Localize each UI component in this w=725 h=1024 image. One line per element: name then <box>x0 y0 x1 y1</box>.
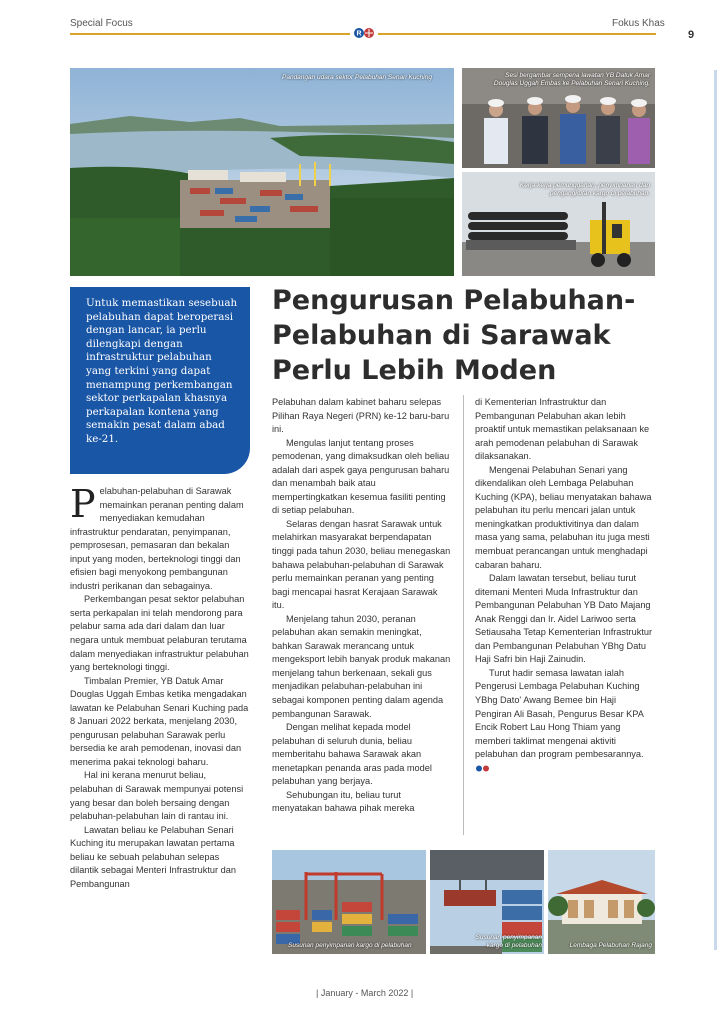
forklift-photo-caption: Kerja-kerja pemunggahan, penyimpanan dan pengangkutan kargo di pelabuhan. <box>519 182 650 197</box>
article-column-2 <box>272 396 452 816</box>
paragraph: Mengenai Pelabuhan Senari yang dikendalikan oleh Lembaga Pelabuhan Kuching (KPA), beliau menyatakan bahawa pelabuhan itu perlu mencari jalan untuk meningkatkan produktivitinya dan dalam masa yang sama, pelabuhan itu juga mesti membuat perancangan untuk menghadapi cabaran baharu. <box>475 464 652 570</box>
group-photo-caption: Sesi bergambar sempena lawatan YB Datuk Amar Douglas Uggah Embas ke Pelabuhan Senari Kuching. <box>493 72 650 87</box>
paragraph-text: Turut hadir semasa lawatan ialah Pengerusi Lembaga Pelabuhan Kuching YBhg Dato' Awang Bemee bin Haji Pengiran Ali Basah, Pengurus Besar KPA Encik Robert Lau Hong Thiam yang memberi taklimat mengenai aktiviti pelabuhan dan program pembesarannya. <box>475 667 644 760</box>
paragraph: Hal ini kerana menurut beliau, pelabuhan di Sarawak mempunyai potensi yang besar dan boleh bersaing dengan pelabuhan-pelabuhan lain di rantau ini. <box>70 770 244 822</box>
crane-photo-caption: Susunan penyimpanan kargo di pelabuhan <box>475 934 542 949</box>
aerial-photo-caption: Pandangan udara sektor Pelabuhan Senari Kuching <box>282 74 432 81</box>
paragraph: Perkembangan pesat sektor pelabuhan serta perkapalan ini telah mendorong para pelabur sama ada dari dalam dan luar negara untuk membuat pelaburan terutama dalam menyediakan infrastruktur pelabuhan yang berteknologi tinggi. <box>70 594 249 673</box>
crane-lift-photo <box>430 850 544 954</box>
paragraph: di Kementerian Infrastruktur dan Pembangunan Pelabuhan akan lebih proaktif untuk memastikan pelaksanaan ke arah pemodenan pelabuhan di Sarawak dilaksanakan. <box>475 397 650 462</box>
paragraph <box>475 667 655 775</box>
paragraph: Selaras dengan hasrat Sarawak untuk melahirkan masyarakat berpendapatan tinggi pada tahun 2030, beliau menegaskan bahawa pelabuhan-pelabuhan di Sarawak perlu memainkan peranan yang penting bagi mencapai hasrat Kerajaan Sarawak itu. <box>272 518 451 611</box>
section-label-malay: Fokus Khas <box>612 18 665 29</box>
pull-quote-box <box>70 287 250 474</box>
paragraph: Pelabuhan dalam kabinet baharu selepas Pilihan Raya Negeri (PRN) ke-12 baru-baru ini. <box>272 397 450 435</box>
pull-quote-text: Untuk memastikan sesebuah pelabuhan dapat beroperasi dengan lancar, ia perlu dilengkapi dengan infrastruktur pelabuhan yang terkini yang dapat menampung perkembangan sektor perkapalan khasnya perkapalan kontena yang semakin pesat dalam abad ke-21. <box>86 297 238 445</box>
section-label: Special Focus <box>70 18 133 29</box>
end-mark-icon <box>475 765 491 772</box>
paragraph: Mengulas lanjut tentang proses pemodenan, yang dimaksudkan oleh beliau adalah dari aspek gaya pengurusan baharu dan menambah baik atau mempertingkatkan kesemua fasiliti penting di setiap pelabuhan. <box>272 437 450 516</box>
paragraph: elabuhan-pelabuhan di Sarawak memainkan peranan penting dalam menyediakan kemudahan infrastruktur pendaratan, penyimpanan, pemprosesan, pemasaran dan bekalan input yang moden, berteknologi tinggi dan efisien bagi menyokong pembangunan industri perikanan dan sebagainya. <box>70 486 244 591</box>
forklift-cargo-photo <box>462 172 655 276</box>
article-title: Pengurusan Pelabuhan-Pelabuhan di Sarawak Perlu Lebih Moden <box>272 285 636 386</box>
paragraph: Sehubungan itu, beliau turut menyatakan bahawa pihak mereka <box>272 789 415 814</box>
paragraph: Menjelang tahun 2030, peranan pelabuhan akan semakin meningkat, bahkan Sarawak merancang untuk mengeksport lebih banyak produk makanan menjelang tahun berkenaan, sekali gus menjadikan pelabuhan-pelabuhan ini sebagai komponen penting dalam agenda pembangunan Sarawak. <box>272 613 451 719</box>
building-photo-caption: Lembaga Pelabuhan Rajang <box>569 942 652 949</box>
paragraph: Lawatan beliau ke Pelabuhan Senari Kuching itu merupakan lawatan pertama beliau ke sebuah pelabuhan selepas dilantik sebagai Menteri Infrastruktur dan Pembangunan <box>70 824 236 889</box>
header-rule-left <box>70 33 350 35</box>
rajang-port-building-photo <box>548 850 655 954</box>
magazine-logo-icon <box>353 27 375 39</box>
paragraph: Dengan melihat kepada model pelabuhan di seluruh dunia, beliau memberitahu bahawa Sarawak akan menetapkan penanda aras pada model pelabuhan yang berjaya. <box>272 722 432 787</box>
article-column-3 <box>475 396 655 775</box>
column-divider <box>463 395 464 835</box>
container-photo-caption: Susunan penyimpanan kargo di pelabuhan <box>288 942 412 949</box>
paragraph: Dalam lawatan tersebut, beliau turut ditemani Menteri Muda Infrastruktur dan Pembangunan Pelabuhan YB Dato Majang Anak Renggi dan Ir. Aidel Lariwoo serta Setiausaha Tetap Kementerian Infrastruktur dan Pembangunan Pelabuhan YBhg Datu Haji Safri bin Haji Zainudin. <box>475 573 653 665</box>
page-edge-bar <box>714 70 717 950</box>
page-number: 9 <box>688 29 695 41</box>
paragraph: Timbalan Premier, YB Datuk Amar Douglas Uggah Embas ketika mengadakan lawatan ke Pelabuhan Senari Kuching pada 8 Januari 2022 berkata, menjelang 2030, pengurusan pelabuhan Sarawak perlu bersedia ke arah pemodenan, inovasi dan menerima pakai teknologi baharu. <box>70 675 249 767</box>
issue-footer: | January - March 2022 | <box>316 988 414 998</box>
group-visit-photo <box>462 68 655 168</box>
header-rule-right <box>378 33 656 35</box>
drop-cap: P <box>70 482 96 526</box>
container-yard-photo <box>272 850 426 954</box>
aerial-port-photo <box>70 68 454 276</box>
svg-text:R: R <box>356 30 362 38</box>
article-column-1 <box>70 482 250 891</box>
